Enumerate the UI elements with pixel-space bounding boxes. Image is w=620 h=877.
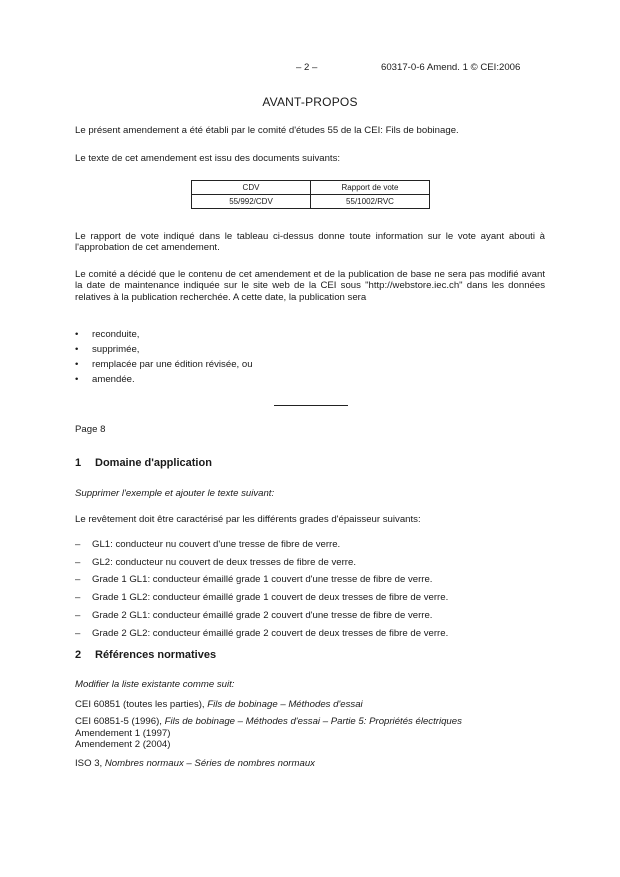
foreword-paragraph-3: Le rapport de vote indiqué dans le tableau ci-dessus donne toute information sur le vote ayant abouti à l'approbation de cet amendement. [75, 231, 545, 254]
document-reference: 60317-0-6 Amend. 1 © CEI:2006 [381, 62, 521, 73]
list-item-text: Grade 1 GL1: conducteur émaillé grade 1 couvert d'une tresse de fibre de verre. [92, 574, 433, 586]
reference-title: Fils de bobinage – Méthodes d'essai [207, 699, 363, 710]
reference-code: ISO 3, [75, 758, 105, 769]
list-item [75, 372, 253, 387]
grade-list [75, 536, 448, 642]
table-row [192, 195, 430, 209]
list-item-text: GL1: conducteur nu couvert d'une tresse de fibre de verre. [92, 539, 341, 550]
list-item [75, 607, 448, 625]
list-item-text: supprimée, [92, 344, 140, 355]
table-cell-rvc: 55/1002/RVC [311, 195, 430, 209]
list-item-text: Grade 1 GL2: conducteur émaillé grade 1 couvert de deux tresses de fibre de verre. [92, 592, 449, 604]
separator-rule [274, 405, 348, 406]
foreword-paragraph-4: Le comité a décidé que le contenu de cet amendement et de la publication de base ne sera pas modifié avant la date de maintenance indiquée sur le site web de la CEI sous "http://webstore.iec.ch" dans les données relatives à la publication recherchée. A cette date, la publication sera [75, 269, 545, 303]
section-1-intro: Le revêtement doit être caractérisé par les différents grades d'épaisseur suivants: [75, 514, 421, 525]
dash-mark: – [75, 627, 81, 639]
list-item [75, 554, 448, 572]
foreword-paragraph-1: Le présent amendement a été établi par le comité d'études 55 de la CEI: Fils de bobinage. [75, 125, 459, 136]
dash-mark: – [75, 556, 81, 568]
reference-title: Fils de bobinage – Méthodes d'essai – Partie 5: Propriétés électriques [164, 716, 462, 727]
list-item [75, 342, 253, 357]
list-item [75, 327, 253, 342]
page-reference: Page 8 [75, 424, 106, 435]
dash-mark: – [75, 592, 81, 604]
table-header-voting-report: Rapport de vote [311, 181, 430, 195]
table-cell-cdv: 55/992/CDV [192, 195, 311, 209]
bullet-mark: • [75, 374, 79, 385]
normative-reference [75, 716, 462, 751]
bullet-mark: • [75, 344, 79, 355]
reference-code: CEI 60851-5 (1996), [75, 716, 165, 727]
reference-code: CEI 60851 (toutes les parties), [75, 699, 208, 710]
list-item-text: Grade 2 GL2: conducteur émaillé grade 2 couvert de deux tresses de fibre de verre. [92, 627, 449, 639]
bullet-mark: • [75, 329, 79, 340]
publication-status-list [75, 327, 253, 387]
page-number: – 2 – [296, 62, 318, 73]
normative-reference [75, 758, 315, 770]
foreword-paragraph-2: Le texte de cet amendement est issu des documents suivants: [75, 153, 341, 164]
list-item-text: amendée. [92, 374, 135, 385]
bullet-mark: • [75, 359, 79, 370]
reference-amendment: Amendement 1 (1997) [75, 727, 171, 739]
table-header-cdv: CDV [192, 181, 311, 195]
foreword-title: AVANT-PROPOS [262, 95, 358, 109]
reference-title: Nombres normaux – Séries de nombres normaux [104, 758, 315, 769]
list-item [75, 536, 448, 554]
reference-amendment: Amendement 2 (2004) [75, 739, 171, 751]
dash-mark: – [75, 609, 81, 621]
dash-mark: – [75, 539, 81, 550]
section-2-heading [75, 649, 216, 661]
section-title: Références normatives [95, 649, 217, 661]
section-number: 2 [75, 649, 82, 661]
section-1-instruction: Supprimer l'exemple et ajouter le texte suivant: [75, 488, 275, 499]
normative-reference [75, 699, 363, 711]
list-item-text: GL2: conducteur nu couvert de deux tresses de fibre de verre. [92, 556, 356, 568]
list-item [75, 625, 448, 643]
list-item-text: reconduite, [92, 329, 140, 340]
list-item [75, 357, 253, 372]
section-number: 1 [75, 457, 82, 469]
list-item [75, 589, 448, 607]
voting-documents-table [191, 180, 430, 209]
dash-mark: – [75, 574, 81, 586]
list-item-text: remplacée par une édition révisée, ou [92, 359, 253, 370]
section-1-heading [75, 457, 212, 469]
section-title: Domaine d'application [95, 457, 212, 469]
table-header-row [192, 181, 430, 195]
list-item-text: Grade 2 GL1: conducteur émaillé grade 2 couvert d'une tresse de fibre de verre. [92, 609, 433, 621]
section-2-instruction: Modifier la liste existante comme suit: [75, 679, 235, 690]
list-item [75, 571, 448, 589]
